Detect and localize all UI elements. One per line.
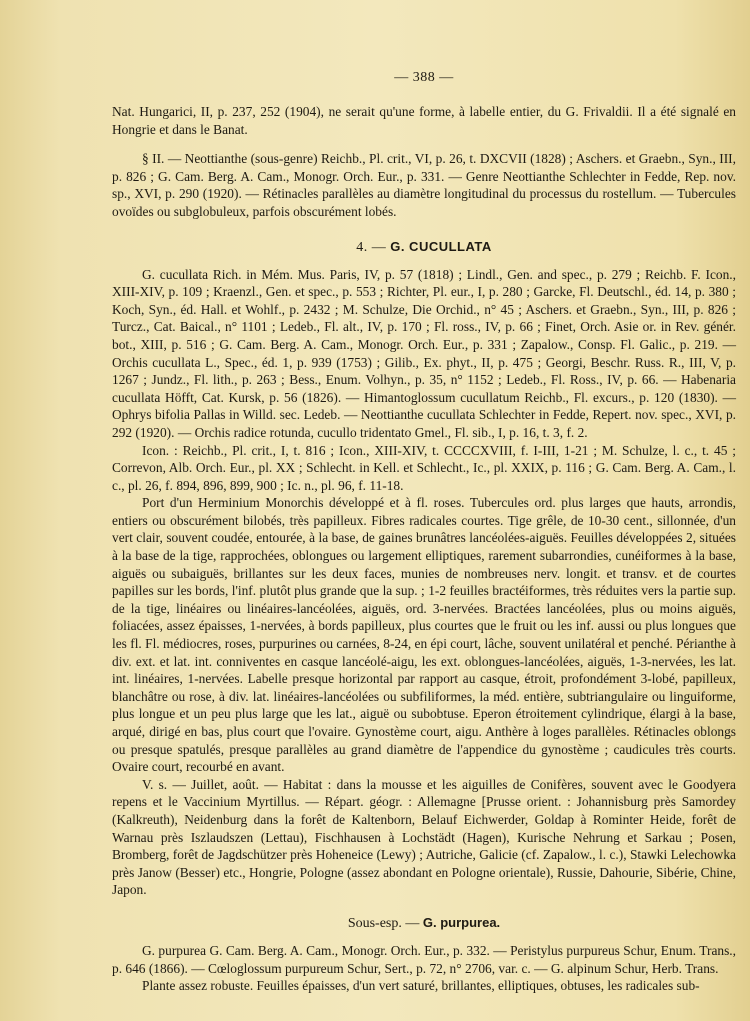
- subspecies-heading: [112, 915, 736, 932]
- subspecies-heading-name: G. purpurea.: [422, 914, 501, 930]
- subspecies-heading-prefix: Sous-esp. —: [347, 915, 423, 931]
- paragraph-icones: Icon. : Reichb., Pl. crit., I, t. 816 ; Icon., XIII-XIV, t. CCCCXVIII, f. I-III, 1-21 ; M. Schulze, l. c., t. 45 ; Correvon, Alb. Orch. Eur., pl. XX ; Schlecht. in Kell. et Schlecht., Ic., pl. XXIX, p. 116 ; G. Cam. Berg. A. Cam., l. c., pl. 26, f. 894, 896, 899, 900 ; Ic. n., pl. 96, f. 11-18.: [112, 442, 736, 493]
- paragraph-description: Port d'un Herminium Monorchis développé et à fl. roses. Tubercules ord. plus larges que hauts, arrondis, entiers ou obscurément bilobés, très papilleux. Fibres radicales courtes. Tige grêle, de 10-30 cent., sillonnée, d'un vert clair, souvent coudée, entourée, à la base, de gaines brunâtres lancéolées-aiguës. Feuilles développées 2, situées à la base de la tige, rapprochées, oblongues ou largement elliptiques, rarement subarrondies, cunéiformes à la base, aiguës ou subaiguës, brillantes sur les deux faces, munies de nombreuses nerv. longit. et transv. et de courtes papilles sur les bords, l'inf. plutôt plus grande que la sup. ; 1-2 feuilles bractéiformes, très réduites vers la partie sup. de la tige, linéaires ou linéaires-lancéolées, aiguës, ord. 3-nervées. Bractées lancéolées, plus ou moins aiguës, foliacées, assez épaisses, 1-nervées, à bords papilleux, plus courtes que le fruit ou les inf. aussi ou plus longues que les fl. Fl. médiocres, roses, purpurines ou carnées, 8-24, en épi court, lâche, souvent unilatéral et penché. Périanthe à div. ext. et lat. int. conniventes en casque lancéolé-aigu, les ext. oblongues-lancéolées, aiguës, 1-3-nervées, les lat. int. linéaires, 1-nervées. Labelle presque horizontal par rapport au casque, étroit, profondément 3-lobé, papilleux, blanchâtre ou rose, à div. lat. linéaires-lancéolées ou subfiliformes, la méd. entière, subtriangulaire ou linguiforme, plus longue et un peu plus large que les lat., aiguë ou subobtuse. Eperon étroitement cylindrique, élargi à la base, arqué, dirigé en bas, plus court que l'ovaire. Gynostème court, aigu. Anthère à loges parallèles. Rétinacles oblongs ou presque spatulés, presque parallèles au grand diamètre de l'appendice du gynostème ; caudicules très courts. Ovaire court, recourbé en avant.: [112, 495, 736, 775]
- paragraph-synonymy: G. cucullata Rich. in Mém. Mus. Paris, IV, p. 57 (1818) ; Lindl., Gen. and spec., p. 279 ; Reichb. F. Icon., XIII-XIV, p. 109 ; Kraenzl., Gen. et spec., p. 553 ; Richter, Pl. eur., I, p. 280 ; Garcke, Fl. Deutschl., éd. 14, p. 380 ; Koch, Syn., éd. Hall. et Wohlf., p. 2432 ; M. Schulze, Die Orchid., n° 45 ; Aschers. et Graebn., Syn., III, p. 826 ; Turcz., Cat. Baical., n° 1101 ; Ledeb., Fl. alt., IV, p. 170 ; Fl. ross., IV, p. 66 ; Finet, Orch. Asie or. in Rev. génér. bot., XIII, p. 516 ; G. Cam. Berg. A. Cam., Monogr. Orch. Eur., p. 331 ; Zapalow., Consp. Fl. Galic., p. 219. — Orchis cucullata L., Spec., éd. 1, p. 939 (1753) ; Gilib., Ex. phyt., II, p. 475 ; Georgi, Beschr. Russ. R., III, V, p. 1267 ; Jundz., Fl. lith., p. 263 ; Bess., Enum. Volhyn., p. 35, n° 1152 ; Ledeb., Fl. Ross., IV, p. 66. — Habenaria cucullata Höfft, Cat. Kursk, p. 56 (1826). — Himantoglossum cucullatum Reichb., Fl. excurs., p. 120 (1830). — Ophrys bifolia Pallas in Willd. sec. Ledeb. — Neottianthe cucullata Schlechter in Fedde, Repert. nov. spec., XVI, p. 292 (1920). — Orchis radice rotunda, cucullo tridentato Gmel., Fl. sib., I, p. 16, t. 3, f. 2.: [112, 266, 736, 440]
- paragraph-purpurea-synonymy: G. purpurea G. Cam. Berg. A. Cam., Monogr. Orch. Eur., p. 332. — Peristylus purpureus Schur, Enum. Trans., p. 646 (1866). — Cœloglossum purpureum Schur, Sert., p. 72, n° 2706, var. c. — G. alpinum Schur, Herb. Trans.: [112, 942, 736, 976]
- paragraph-purpurea-description: Plante assez robuste. Feuilles épaisses, d'un vert saturé, brillantes, elliptiques, obtuses, les radicales sub-: [142, 978, 700, 994]
- species-heading-number: 4. —: [356, 239, 391, 255]
- species-heading: [112, 239, 736, 256]
- paragraph-neottianthe-section: § II. — Neottianthe (sous-genre) Reichb., Pl. crit., VI, p. 26, t. DXCVII (1828) ; Aschers. et Graebn., Syn., III, p. 826 ; G. Cam. Berg. A. Cam., Monogr. Orch. Eur., p. 331. — Genre Neottianthe Schlechter in Fedde, Rep. nov. sp., XVI, p. 290 (1920). — Rétinacles parallèles au diamètre longitudinal du processus du rostellum. — Tubercules ovoïdes ou subglobuleux, parfois obscurément lobés.: [112, 151, 736, 219]
- paragraph-frivaldii-note: Nat. Hungarici, II, p. 237, 252 (1904), ne serait qu'une forme, à labelle entier, du G. Frivaldii. Il a été signalé en Hongrie et dans le Banat.: [112, 104, 736, 137]
- paragraph-habitat-distribution: V. s. — Juillet, août. — Habitat : dans la mousse et les aiguilles de Conifères, souvent avec le Goodyera repens et le Vaccinium Myrtillus. — Répart. géogr. : Allemagne [Prusse orient. : Johannisburg près Samordey (Kalkreuth), Neidenburg dans la forêt de Kaltenborn, Belauf Eichwerder, Goldap à Rominter Heide, forêt de Warnau près Iszlaudszen (Lettau), Fischhausen à Lochstädt (Hagen), Kurische Nehrung et Sarkau ; Posen, Bromberg, forêt de Jagdschützer près Hoheneice (Lewy) ; Autriche, Galicie (cf. Zapalow., l. c.), Stawki Lelechowka près Janow (Besser) etc., Hongrie, Pologne (assez abondant en Pologne orientale), Russie, Dahourie, Sibérie, Chine, Japon.: [112, 776, 736, 898]
- page-number: — 388 —: [394, 70, 454, 85]
- species-heading-name: G. CUCULLATA: [390, 238, 492, 254]
